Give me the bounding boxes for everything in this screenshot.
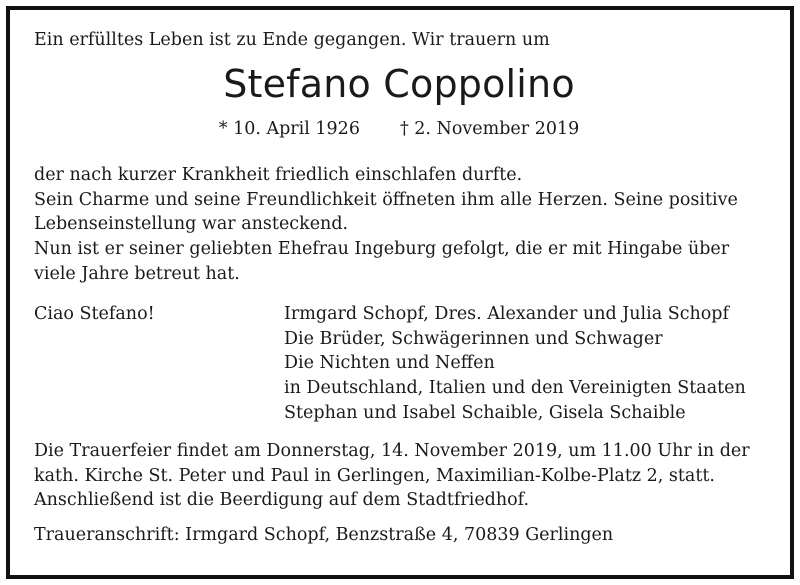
birth-date: * 10. April 1926 — [218, 118, 360, 139]
mourners-section — [34, 302, 764, 425]
body-line: Lebenseinstellung war ansteckend. — [34, 214, 349, 235]
body-line: der nach kurzer Krankheit friedlich einschlafen durfte. — [34, 165, 523, 186]
family-line: Irmgard Schopf, Dres. Alexander und Julia Schopf — [284, 304, 729, 325]
funeral-service-info — [34, 439, 764, 513]
obituary-body — [34, 163, 764, 286]
family-line: Die Nichten und Neffen — [284, 353, 495, 374]
deceased-name: Stefano Coppolino — [223, 61, 575, 106]
family-line: Die Brüder, Schwägerinnen und Schwager — [284, 328, 663, 349]
body-line: Nun ist er seiner geliebten Ehefrau Ingeburg gefolgt, die er mit Hingabe über — [34, 238, 730, 259]
farewell-text: Ciao Stefano! — [34, 304, 155, 325]
family-line: in Deutschland, Italien und den Vereinigten Staaten — [284, 377, 746, 398]
service-line: Anschließend ist die Beerdigung auf dem Stadtfriedhof. — [34, 490, 530, 511]
intro-text: Ein erfülltes Leben ist zu Ende gegangen. Wir trauern um — [34, 30, 550, 50]
family-line: Stephan und Isabel Schaible, Gisela Schaible — [284, 402, 686, 423]
service-line: kath. Kirche St. Peter und Paul in Gerlingen, Maximilian-Kolbe-Platz 2, statt. — [34, 465, 715, 486]
family-list — [284, 302, 746, 425]
life-dates — [34, 117, 764, 142]
death-date: † 2. November 2019 — [399, 118, 580, 139]
mourning-address: Traueranschrift: Irmgard Schopf, Benzstraße 4, 70839 Gerlingen — [34, 524, 614, 545]
service-line: Die Trauerfeier findet am Donnerstag, 14. November 2019, um 11.00 Uhr in der — [34, 441, 750, 462]
body-line: Sein Charme und seine Freundlichkeit öffneten ihm alle Herzen. Seine positive — [34, 189, 738, 210]
body-line: viele Jahre betreut hat. — [34, 263, 240, 284]
obituary-content — [34, 28, 764, 548]
